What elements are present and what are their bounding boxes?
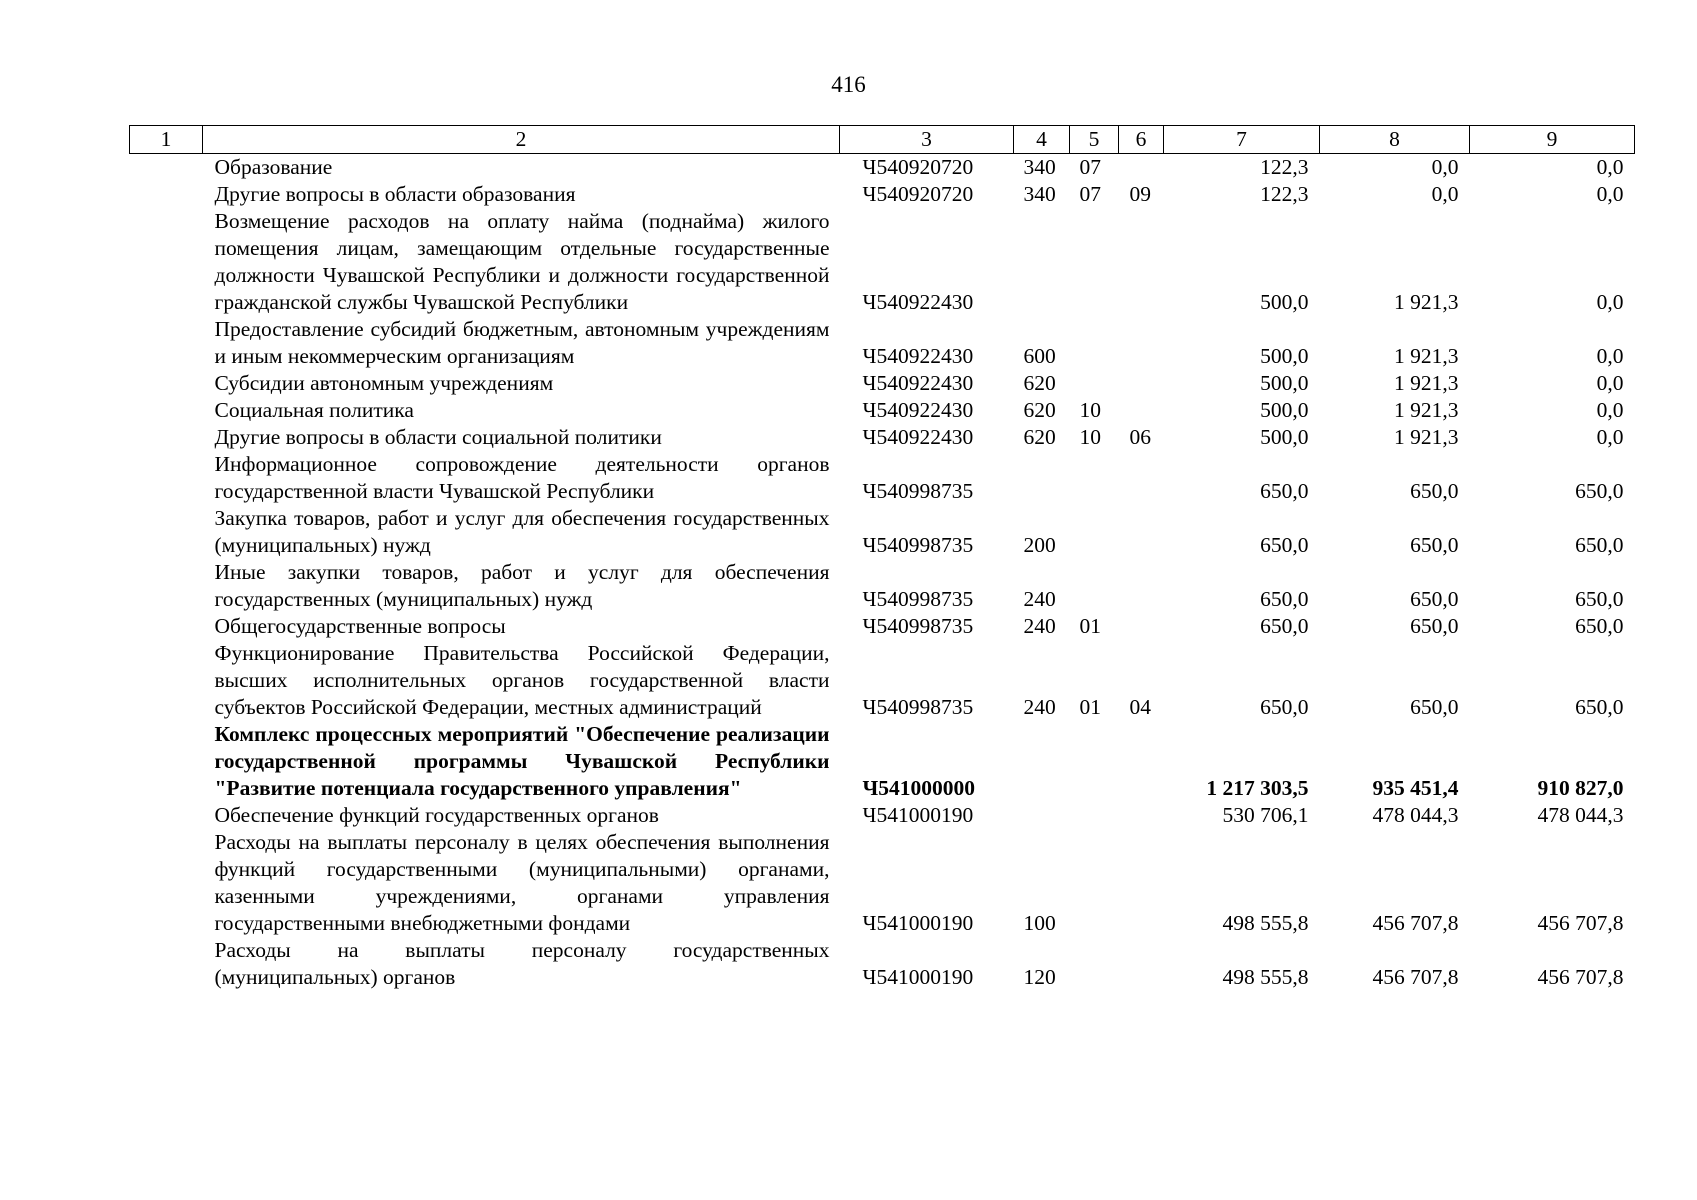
table-cell-amount-col7: 1 217 303,5 [1206, 776, 1309, 800]
table-cell-expense-type: 100 [1023, 911, 1056, 935]
table-row [130, 613, 1635, 640]
table-cell-amount-col7: 650,0 [1260, 695, 1309, 719]
table-cell-amount-col9: 650,0 [1575, 587, 1624, 611]
table-cell-amount-col8: 650,0 [1410, 587, 1459, 611]
table-cell-amount-col8: 1 921,3 [1394, 398, 1459, 422]
table-cell-name: Социальная политика [214, 398, 414, 422]
table-cell-section [1070, 451, 1119, 505]
table-cell-expense-type: 240 [1023, 695, 1056, 719]
table-row [130, 937, 1635, 991]
table-cell-section [1070, 802, 1119, 829]
table-cell-blank [130, 208, 203, 316]
table-cell-name: Образование [214, 155, 333, 179]
table-cell-name: Функционирование Правительства Российской Федерации, высших исполнительных органов государственной власти субъектов Российской Федерации, местных администраций [214, 641, 830, 719]
table-row [130, 181, 1635, 208]
table-cell-amount-col7: 650,0 [1260, 479, 1309, 503]
table-cell-name: Субсидии автономным учреждениям [214, 371, 554, 395]
table-cell-section: 10 [1079, 425, 1101, 449]
table-cell-amount-col9: 0,0 [1596, 290, 1624, 314]
table-cell-subsection [1119, 451, 1164, 505]
table-cell-amount-col8: 650,0 [1410, 533, 1459, 557]
table-cell-section [1070, 505, 1119, 559]
table-cell-name: Другие вопросы в области образования [214, 182, 576, 206]
table-cell-subsection [1119, 316, 1164, 370]
column-header-8: 8 [1320, 126, 1470, 154]
table-cell-target-code: Ч541000190 [862, 965, 974, 989]
table-cell-amount-col9: 0,0 [1596, 344, 1624, 368]
table-cell-amount-col9: 0,0 [1596, 371, 1624, 395]
table-cell-blank [130, 721, 203, 802]
table-cell-blank [130, 451, 203, 505]
table-cell-subsection [1119, 721, 1164, 802]
table-cell-target-code: Ч540998735 [862, 587, 974, 611]
table-cell-amount-col8: 0,0 [1431, 182, 1459, 206]
table-row [130, 397, 1635, 424]
column-header-7: 7 [1164, 126, 1320, 154]
table-cell-blank [130, 505, 203, 559]
column-header-2: 2 [203, 126, 840, 154]
table-cell-amount-col8: 1 921,3 [1394, 344, 1459, 368]
table-cell-section [1070, 829, 1119, 937]
table-cell-amount-col9: 0,0 [1596, 398, 1624, 422]
table-cell-amount-col9: 0,0 [1596, 425, 1624, 449]
table-cell-target-code: Ч541000190 [862, 803, 974, 827]
table-cell-amount-col8: 1 921,3 [1394, 371, 1459, 395]
table-cell-amount-col9: 650,0 [1575, 533, 1624, 557]
table-cell-amount-col9: 456 707,8 [1537, 911, 1624, 935]
table-cell-subsection [1119, 154, 1164, 182]
table-cell-amount-col8: 935 451,4 [1372, 776, 1459, 800]
table-cell-section [1070, 559, 1119, 613]
table-cell-amount-col7: 500,0 [1260, 344, 1309, 368]
table-cell-blank [130, 613, 203, 640]
table-cell-subsection: 09 [1129, 182, 1151, 206]
table-cell-amount-col7: 500,0 [1260, 290, 1309, 314]
table-cell-blank [130, 829, 203, 937]
table-cell-target-code: Ч540998735 [862, 614, 974, 638]
table-cell-subsection: 04 [1129, 695, 1151, 719]
column-header-1: 1 [130, 126, 203, 154]
table-cell-target-code: Ч540998735 [862, 479, 974, 503]
table-cell-expense-type: 240 [1023, 614, 1056, 638]
table-cell-section [1070, 937, 1119, 991]
table-cell-amount-col8: 1 921,3 [1394, 425, 1459, 449]
table-cell-blank [130, 802, 203, 829]
table-cell-amount-col9: 456 707,8 [1537, 965, 1624, 989]
table-row [130, 424, 1635, 451]
table-cell-amount-col7: 650,0 [1260, 614, 1309, 638]
table-cell-amount-col8: 456 707,8 [1372, 965, 1459, 989]
table-cell-amount-col7: 498 555,8 [1222, 911, 1309, 935]
table-cell-section: 10 [1079, 398, 1101, 422]
column-header-4: 4 [1014, 126, 1070, 154]
table-cell-target-code: Ч541000000 [862, 776, 976, 800]
table-cell-subsection [1119, 829, 1164, 937]
table-cell-expense-type [1014, 208, 1070, 316]
table-cell-amount-col8: 650,0 [1410, 614, 1459, 638]
table-row [130, 559, 1635, 613]
page-number: 416 [831, 72, 866, 97]
table-cell-subsection [1119, 613, 1164, 640]
table-cell-amount-col7: 530 706,1 [1222, 803, 1309, 827]
table-cell-amount-col9: 910 827,0 [1537, 776, 1624, 800]
table-cell-blank [130, 640, 203, 721]
table-cell-subsection [1119, 802, 1164, 829]
table-cell-expense-type: 200 [1023, 533, 1056, 557]
table-cell-section [1070, 721, 1119, 802]
column-header-6: 6 [1119, 126, 1164, 154]
table-cell-expense-type [1014, 451, 1070, 505]
table-cell-blank [130, 937, 203, 991]
table-cell-amount-col7: 500,0 [1260, 398, 1309, 422]
table-cell-amount-col7: 122,3 [1260, 155, 1309, 179]
table-cell-name: Информационное сопровождение деятельности органов государственной власти Чувашской Республики [214, 452, 830, 503]
table-cell-expense-type [1014, 721, 1070, 802]
table-cell-amount-col9: 650,0 [1575, 695, 1624, 719]
table-cell-amount-col8: 0,0 [1431, 155, 1459, 179]
table-cell-amount-col7: 500,0 [1260, 371, 1309, 395]
table-row [130, 721, 1635, 802]
table-cell-subsection [1119, 370, 1164, 397]
table-cell-section: 01 [1079, 695, 1101, 719]
table-row [130, 802, 1635, 829]
table-cell-expense-type: 600 [1023, 344, 1056, 368]
table-cell-target-code: Ч540922430 [862, 344, 974, 368]
table-cell-target-code: Ч540920720 [862, 155, 974, 179]
table-cell-amount-col9: 0,0 [1596, 155, 1624, 179]
budget-table [129, 125, 1635, 991]
table-cell-blank [130, 181, 203, 208]
table-cell-name: Закупка товаров, работ и услуг для обеспечения государственных (муниципальных) нужд [214, 506, 830, 557]
table-row [130, 829, 1635, 937]
table-cell-target-code: Ч541000190 [862, 911, 974, 935]
table-cell-target-code: Ч540922430 [862, 290, 974, 314]
table-cell-amount-col8: 478 044,3 [1372, 803, 1459, 827]
table-cell-name: Расходы на выплаты персоналу государственных (муниципальных) органов [214, 938, 830, 989]
table-cell-section: 07 [1079, 155, 1101, 179]
table-cell-blank [130, 424, 203, 451]
table-cell-name: Обеспечение функций государственных органов [214, 803, 659, 827]
table-cell-amount-col8: 650,0 [1410, 695, 1459, 719]
table-cell-name: Иные закупки товаров, работ и услуг для обеспечения государственных (муниципальных) нужд [214, 560, 830, 611]
table-cell-blank [130, 316, 203, 370]
table-row [130, 451, 1635, 505]
table-cell-section: 07 [1079, 182, 1101, 206]
table-cell-subsection [1119, 505, 1164, 559]
column-header-5: 5 [1070, 126, 1119, 154]
table-cell-blank [130, 559, 203, 613]
table-cell-expense-type: 340 [1023, 155, 1056, 179]
table-cell-section [1070, 370, 1119, 397]
table-cell-expense-type: 340 [1023, 182, 1056, 206]
table-cell-section [1070, 316, 1119, 370]
table-cell-amount-col7: 498 555,8 [1222, 965, 1309, 989]
table-row [130, 370, 1635, 397]
table-cell-amount-col7: 122,3 [1260, 182, 1309, 206]
table-cell-amount-col7: 650,0 [1260, 587, 1309, 611]
table-cell-target-code: Ч540922430 [862, 371, 974, 395]
column-header-3: 3 [840, 126, 1014, 154]
table-cell-target-code: Ч540920720 [862, 182, 974, 206]
table-row [130, 208, 1635, 316]
table-cell-name: Общегосударственные вопросы [214, 614, 506, 638]
table-cell-section [1070, 208, 1119, 316]
table-cell-expense-type [1014, 802, 1070, 829]
table-cell-amount-col9: 478 044,3 [1537, 803, 1624, 827]
table-cell-target-code: Ч540998735 [862, 695, 974, 719]
table-row [130, 316, 1635, 370]
table-cell-target-code: Ч540922430 [862, 425, 974, 449]
table-cell-target-code: Ч540998735 [862, 533, 974, 557]
table-cell-amount-col9: 650,0 [1575, 479, 1624, 503]
table-cell-blank [130, 154, 203, 182]
table-cell-expense-type: 240 [1023, 587, 1056, 611]
table-cell-amount-col7: 500,0 [1260, 425, 1309, 449]
table-row [130, 505, 1635, 559]
table-cell-expense-type: 620 [1023, 371, 1056, 395]
table-cell-amount-col8: 1 921,3 [1394, 290, 1459, 314]
table-cell-subsection [1119, 559, 1164, 613]
table-cell-name: Возмещение расходов на оплату найма (поднайма) жилого помещения лицам, замещающим отдельные государственные должности Чувашской Республики и должности государственной гражданской службы Чувашской Республики [214, 209, 830, 314]
table-cell-expense-type: 120 [1023, 965, 1056, 989]
table-cell-amount-col7: 650,0 [1260, 533, 1309, 557]
table-cell-expense-type: 620 [1023, 398, 1056, 422]
table-cell-target-code: Ч540922430 [862, 398, 974, 422]
table-cell-amount-col8: 650,0 [1410, 479, 1459, 503]
table-cell-amount-col8: 456 707,8 [1372, 911, 1459, 935]
table-cell-subsection [1119, 397, 1164, 424]
table-cell-subsection [1119, 208, 1164, 316]
table-cell-blank [130, 397, 203, 424]
table-cell-section: 01 [1079, 614, 1101, 638]
table-row [130, 154, 1635, 182]
table-cell-name: Другие вопросы в области социальной политики [214, 425, 662, 449]
column-header-9: 9 [1470, 126, 1635, 154]
column-number-header-row [130, 126, 1635, 154]
table-cell-name: Расходы на выплаты персоналу в целях обеспечения выполнения функций государственными (муниципальными) органами, казенными учреждениями, органами управления государственными внебюджетными фондами [214, 830, 830, 935]
table-cell-name: Комплекс процессных мероприятий "Обеспечение реализации государственной программы Чувашской Республики "Развитие потенциала государственного управления" [214, 722, 830, 800]
table-cell-blank [130, 370, 203, 397]
table-cell-amount-col9: 0,0 [1596, 182, 1624, 206]
table-cell-amount-col9: 650,0 [1575, 614, 1624, 638]
table-cell-subsection [1119, 937, 1164, 991]
table-cell-expense-type: 620 [1023, 425, 1056, 449]
table-row [130, 640, 1635, 721]
table-cell-name: Предоставление субсидий бюджетным, автономным учреждениям и иным некоммерческим организациям [214, 317, 830, 368]
table-cell-subsection: 06 [1129, 425, 1151, 449]
